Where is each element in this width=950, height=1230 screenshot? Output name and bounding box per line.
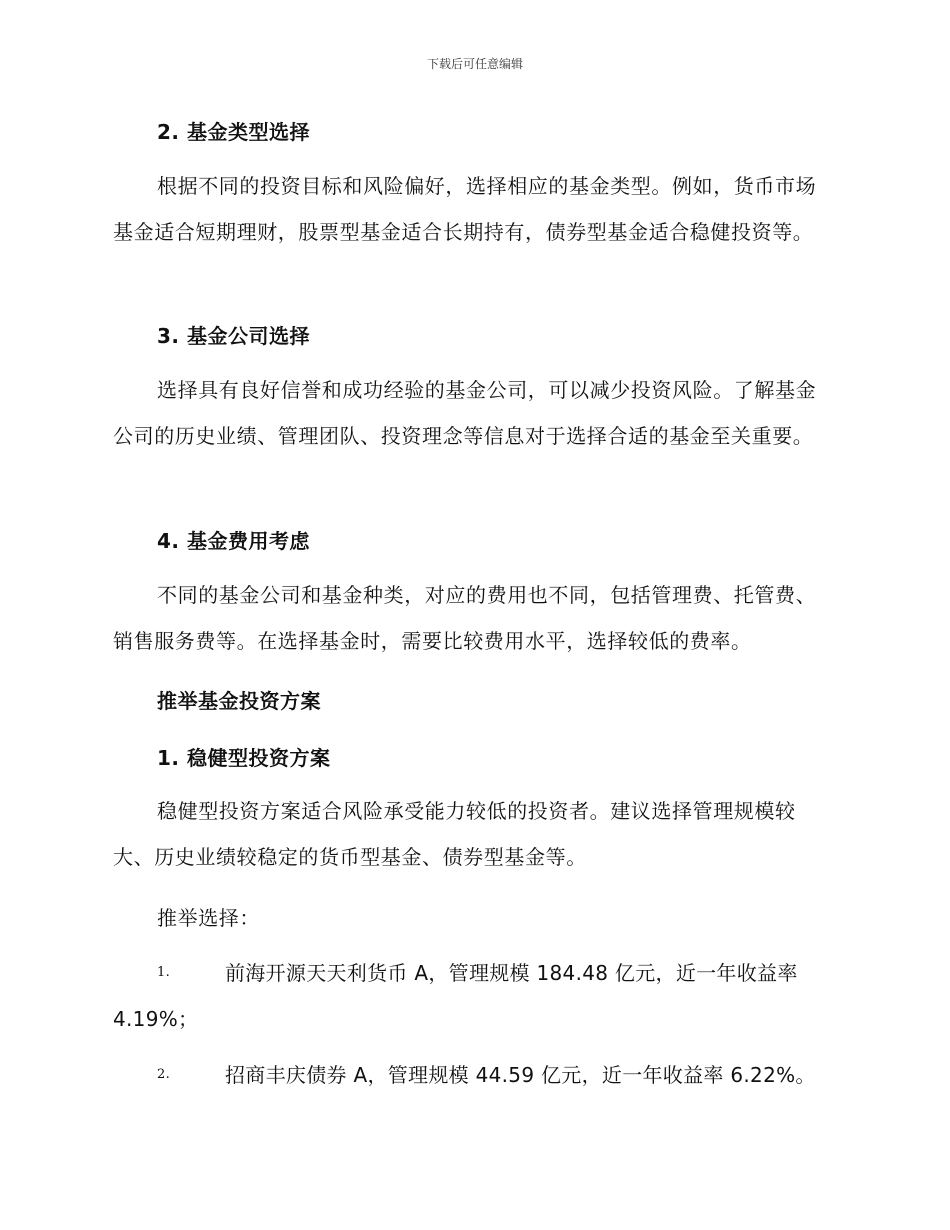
list-text: 招商丰庆债券 A，管理规模 44.59 亿元，近一年收益率 6.22%。 [225, 1063, 816, 1087]
header-note: 下载后可任意编辑 [426, 57, 523, 71]
list-text: 前海开源天天利货币 A，管理规模 184.48 亿元，近一年收益率 4.19%； [113, 961, 798, 1031]
picks-label: 推举选择： [157, 906, 260, 930]
section-heading: 4. 基金费用考虑 [157, 529, 310, 553]
section-heading: 2. 基金类型选择 [157, 120, 310, 144]
list-number: 1. [157, 965, 171, 980]
plan-paragraph: 稳健型投资方案适合风险承受能力较低的投资者。建议选择管理规模较大、历史业绩较稳定的货币型基金、债券型基金等。 [113, 799, 796, 869]
list-item [113, 1052, 833, 1098]
list-number: 2. [157, 1067, 171, 1082]
plan-heading: 1. 稳健型投资方案 [157, 746, 331, 770]
section-paragraph: 选择具有良好信誉和成功经验的基金公司，可以减少投资风险。了解基金公司的历史业绩、管理团队、投资理念等信息对于选择合适的基金至关重要。 [113, 378, 817, 448]
recommend-title: 推举基金投资方案 [157, 689, 321, 713]
section-heading: 3. 基金公司选择 [157, 324, 310, 348]
section-paragraph: 根据不同的投资目标和风险偏好，选择相应的基金类型。例如，货币市场基金适合短期理财，股票型基金适合长期持有，债券型基金适合稳健投资等。 [113, 174, 817, 244]
list-item [113, 950, 833, 1042]
section-paragraph: 不同的基金公司和基金种类，对应的费用也不同，包括管理费、托管费、销售服务费等。在选择基金时，需要比较费用水平，选择较低的费率。 [113, 583, 817, 653]
